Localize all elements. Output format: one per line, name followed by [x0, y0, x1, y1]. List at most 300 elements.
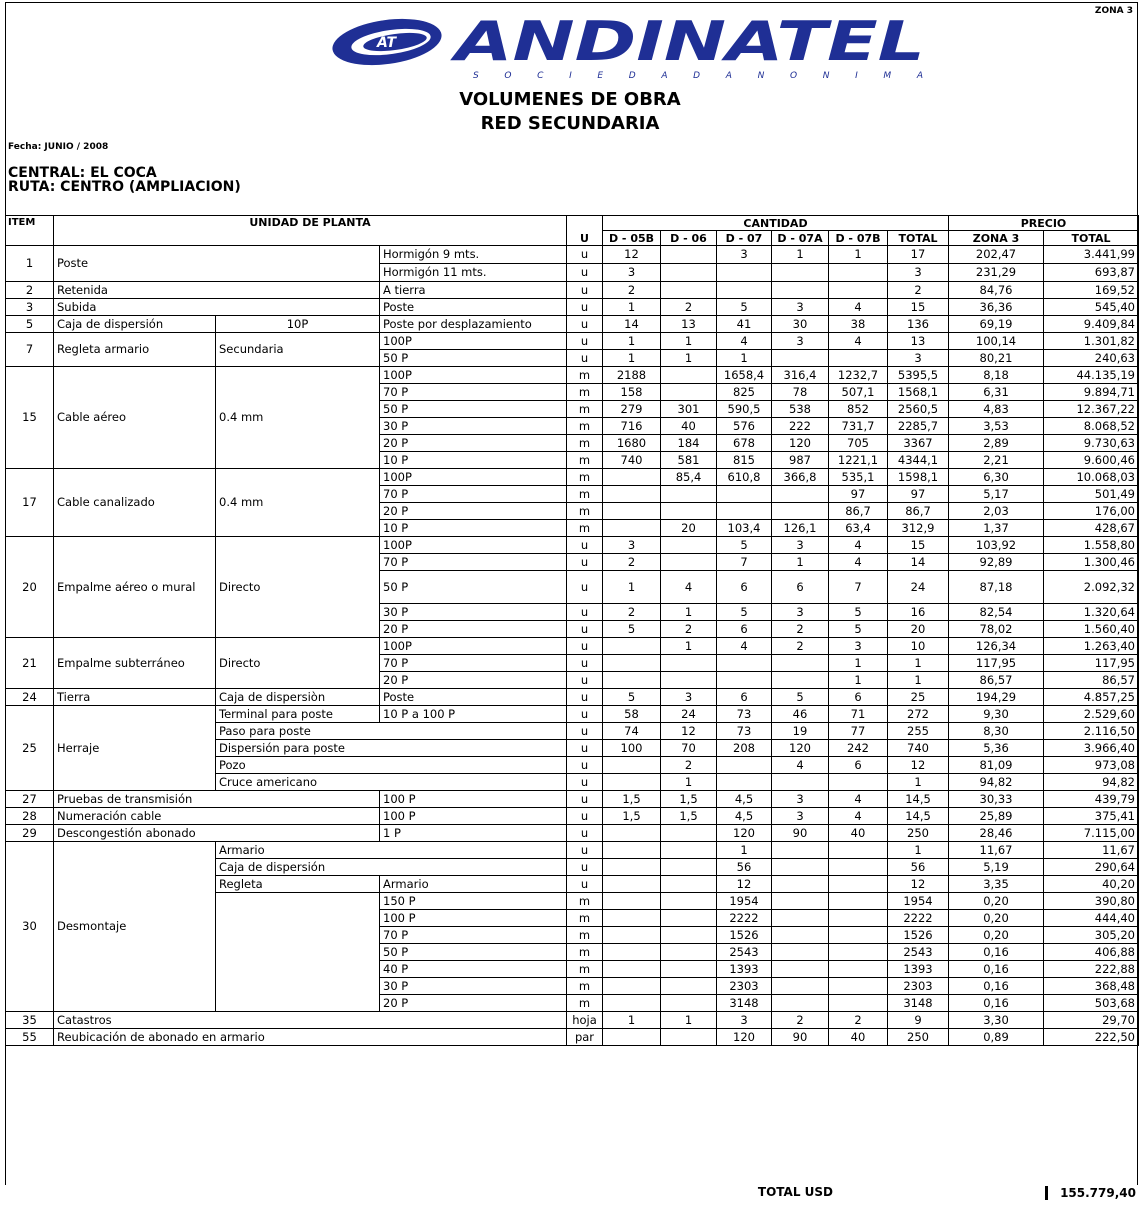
- cell-detalle: 30 P: [380, 604, 567, 621]
- cell-unit-price: 2,03: [949, 503, 1044, 520]
- cell-detalle: 50 P: [380, 944, 567, 961]
- central-info: [8, 166, 241, 194]
- cell-quantity: [829, 282, 888, 299]
- cell-quantity: [661, 282, 717, 299]
- cell-quantity: 2: [603, 554, 661, 571]
- cell-unidad: Empalme subterráneo: [54, 638, 216, 689]
- cell-total-price: 1.300,46: [1044, 554, 1139, 571]
- cell-quantity: 731,7: [829, 418, 888, 435]
- cell-unit-price: 8,18: [949, 367, 1044, 384]
- cell-quantity: 73: [717, 723, 772, 740]
- table-row: [6, 808, 1139, 825]
- cell-unit-price: 87,18: [949, 571, 1044, 604]
- cell-total-quantity: 250: [888, 825, 949, 842]
- cell-detalle: 50 P: [380, 350, 567, 367]
- cell-total-quantity: 250: [888, 1029, 949, 1046]
- cell-unit: par: [567, 1029, 603, 1046]
- cell-total-quantity: 3367: [888, 435, 949, 452]
- cell-detalle: 10 P a 100 P: [380, 706, 567, 723]
- table-row: [6, 282, 1139, 299]
- cell-quantity: 3: [603, 537, 661, 554]
- cell-unit-price: 84,76: [949, 282, 1044, 299]
- cell-quantity: 120: [717, 825, 772, 842]
- cell-total-quantity: 4344,1: [888, 452, 949, 469]
- cell-quantity: 5: [772, 689, 829, 706]
- cell-quantity: 4: [829, 808, 888, 825]
- title-line-2: RED SECUNDARIA: [480, 113, 660, 134]
- cell-quantity: [661, 655, 717, 672]
- cell-total-quantity: 2543: [888, 944, 949, 961]
- cell-quantity: 103,4: [717, 520, 772, 537]
- header-zona3-price: ZONA 3: [949, 231, 1044, 246]
- cell-unidad: Pruebas de transmisión: [54, 791, 380, 808]
- cell-detalle: 100P: [380, 333, 567, 350]
- cell-detalle: A tierra: [380, 282, 567, 299]
- cell-subtipo: Dispersión para poste: [216, 740, 567, 757]
- cell-quantity: 3: [772, 333, 829, 350]
- cell-quantity: [603, 842, 661, 859]
- cell-unit: u: [567, 554, 603, 571]
- cell-total-price: 12.367,22: [1044, 401, 1139, 418]
- cell-detalle: 30 P: [380, 418, 567, 435]
- cell-quantity: 6: [717, 689, 772, 706]
- cell-quantity: 3: [772, 299, 829, 316]
- cell-quantity: 1: [661, 774, 717, 791]
- cell-unidad: Tierra: [54, 689, 216, 706]
- cell-unit: u: [567, 604, 603, 621]
- cell-unit-price: 3,30: [949, 1012, 1044, 1029]
- cell-quantity: [772, 282, 829, 299]
- cell-subtipo: [216, 893, 380, 1012]
- cell-quantity: 6: [717, 621, 772, 638]
- header-d07a: D - 07A: [772, 231, 829, 246]
- cell-total-price: 222,50: [1044, 1029, 1139, 1046]
- cell-total-price: 10.068,03: [1044, 469, 1139, 486]
- cell-detalle: 100P: [380, 638, 567, 655]
- cell-quantity: [661, 961, 717, 978]
- cell-detalle: Poste por desplazamiento: [380, 316, 567, 333]
- cell-quantity: 78: [772, 384, 829, 401]
- cell-detalle: 20 P: [380, 995, 567, 1012]
- cell-total-price: 1.263,40: [1044, 638, 1139, 655]
- cell-quantity: [661, 1029, 717, 1046]
- cell-unidad: Empalme aéreo o mural: [54, 537, 216, 638]
- cell-quantity: [772, 655, 829, 672]
- cell-quantity: 120: [772, 740, 829, 757]
- cell-quantity: [717, 503, 772, 520]
- cell-quantity: 2222: [717, 910, 772, 927]
- cell-quantity: 58: [603, 706, 661, 723]
- cell-total-price: 3.966,40: [1044, 740, 1139, 757]
- cell-unit-price: 0,16: [949, 944, 1044, 961]
- cell-unit-price: 80,21: [949, 350, 1044, 367]
- cell-quantity: [603, 876, 661, 893]
- cell-quantity: 120: [772, 435, 829, 452]
- cell-quantity: 852: [829, 401, 888, 418]
- cell-quantity: 2543: [717, 944, 772, 961]
- cell-quantity: 13: [661, 316, 717, 333]
- cell-quantity: 2: [772, 621, 829, 638]
- cell-quantity: [717, 264, 772, 282]
- cell-quantity: 3: [829, 638, 888, 655]
- cell-subtipo: Pozo: [216, 757, 567, 774]
- cell-subtipo: Caja de dispersión: [216, 859, 567, 876]
- cell-unit: m: [567, 401, 603, 418]
- cell-quantity: 3: [772, 808, 829, 825]
- cell-quantity: [772, 672, 829, 689]
- cell-unit-price: 6,30: [949, 469, 1044, 486]
- cell-quantity: 5: [717, 299, 772, 316]
- cell-quantity: 1: [661, 350, 717, 367]
- table-row: [6, 791, 1139, 808]
- cell-total-quantity: 3: [888, 264, 949, 282]
- cell-quantity: 1,5: [661, 791, 717, 808]
- table-row: [6, 825, 1139, 842]
- cell-quantity: 1: [603, 350, 661, 367]
- cell-unit-price: 4,83: [949, 401, 1044, 418]
- cell-unidad: Descongestión abonado: [54, 825, 380, 842]
- cell-quantity: [829, 876, 888, 893]
- cell-quantity: 41: [717, 316, 772, 333]
- cell-unit-price: 81,09: [949, 757, 1044, 774]
- cell-unit: u: [567, 808, 603, 825]
- cell-quantity: 1: [717, 350, 772, 367]
- cell-detalle: 1 P: [380, 825, 567, 842]
- cell-unit-price: 0,16: [949, 961, 1044, 978]
- cell-quantity: 1526: [717, 927, 772, 944]
- table-row: [6, 1029, 1139, 1046]
- cell-unit: u: [567, 672, 603, 689]
- cell-quantity: [661, 995, 717, 1012]
- cell-unit: m: [567, 995, 603, 1012]
- cell-detalle: 100 P: [380, 910, 567, 927]
- logo-brand-text: ANDINATEL: [449, 12, 925, 73]
- cell-total-price: 290,64: [1044, 859, 1139, 876]
- cell-quantity: 7: [717, 554, 772, 571]
- cell-total-price: 503,68: [1044, 995, 1139, 1012]
- cell-detalle: 10 P: [380, 452, 567, 469]
- cell-quantity: 20: [661, 520, 717, 537]
- cell-quantity: [603, 672, 661, 689]
- cell-unit: m: [567, 452, 603, 469]
- header-d07: D - 07: [717, 231, 772, 246]
- cell-total-price: 973,08: [1044, 757, 1139, 774]
- table-row: [6, 537, 1139, 554]
- cell-quantity: 56: [717, 859, 772, 876]
- cell-quantity: 3: [772, 537, 829, 554]
- cell-quantity: 4: [829, 299, 888, 316]
- cell-unit-price: 100,14: [949, 333, 1044, 350]
- cell-subtipo: Directo: [216, 638, 380, 689]
- cell-total-quantity: 1393: [888, 961, 949, 978]
- cell-detalle: Armario: [380, 876, 567, 893]
- cell-total-price: 29,70: [1044, 1012, 1139, 1029]
- header-total-quantity: TOTAL: [888, 231, 949, 246]
- cell-detalle: Hormigón 11 mts.: [380, 264, 567, 282]
- cell-unit: u: [567, 774, 603, 791]
- cell-item: 20: [6, 537, 54, 638]
- cell-quantity: [717, 486, 772, 503]
- cell-unit: m: [567, 384, 603, 401]
- cell-quantity: 825: [717, 384, 772, 401]
- cell-unit: hoja: [567, 1012, 603, 1029]
- cell-quantity: [717, 655, 772, 672]
- cell-total-quantity: 13: [888, 333, 949, 350]
- cell-total-quantity: 12: [888, 876, 949, 893]
- cell-unit: u: [567, 638, 603, 655]
- cell-quantity: [717, 672, 772, 689]
- table-row: [6, 842, 1139, 859]
- cell-total-price: 428,67: [1044, 520, 1139, 537]
- cell-quantity: 279: [603, 401, 661, 418]
- cell-unit: m: [567, 486, 603, 503]
- cell-detalle: 20 P: [380, 503, 567, 520]
- cell-unit-price: 117,95: [949, 655, 1044, 672]
- cell-unit: m: [567, 961, 603, 978]
- cell-quantity: 4,5: [717, 808, 772, 825]
- cell-detalle: Poste: [380, 689, 567, 706]
- header-d07b: D - 07B: [829, 231, 888, 246]
- cell-quantity: 242: [829, 740, 888, 757]
- cell-quantity: [661, 927, 717, 944]
- cell-quantity: 1: [661, 333, 717, 350]
- cell-quantity: [772, 893, 829, 910]
- cell-detalle: 20 P: [380, 672, 567, 689]
- table-row: [6, 469, 1139, 486]
- cell-quantity: [603, 1029, 661, 1046]
- cell-quantity: 1: [603, 571, 661, 604]
- cell-unidad: Herraje: [54, 706, 216, 791]
- cell-quantity: 38: [829, 316, 888, 333]
- cell-quantity: [829, 995, 888, 1012]
- cell-detalle: 10 P: [380, 520, 567, 537]
- cell-quantity: [772, 350, 829, 367]
- cell-unit: m: [567, 893, 603, 910]
- header-d05b: D - 05B: [603, 231, 661, 246]
- cell-quantity: 120: [717, 1029, 772, 1046]
- cell-quantity: [772, 264, 829, 282]
- cell-detalle: 100P: [380, 367, 567, 384]
- cell-quantity: [717, 282, 772, 299]
- cell-quantity: 2: [772, 638, 829, 655]
- grand-total-value: 155.779,40: [1045, 1186, 1138, 1200]
- cell-quantity: 507,1: [829, 384, 888, 401]
- cell-total-quantity: 1: [888, 774, 949, 791]
- cell-detalle: 150 P: [380, 893, 567, 910]
- cell-unit: u: [567, 655, 603, 672]
- cell-total-quantity: 56: [888, 859, 949, 876]
- cell-quantity: 1: [603, 299, 661, 316]
- header-unidad-planta: UNIDAD DE PLANTA: [54, 216, 567, 246]
- cell-quantity: 2188: [603, 367, 661, 384]
- cell-unit-price: 5,36: [949, 740, 1044, 757]
- cell-item: 25: [6, 706, 54, 791]
- cell-unit: m: [567, 520, 603, 537]
- cell-unit-price: 28,46: [949, 825, 1044, 842]
- cell-quantity: 2: [772, 1012, 829, 1029]
- cell-subtipo: Caja de dispersiòn: [216, 689, 380, 706]
- cell-quantity: 63,4: [829, 520, 888, 537]
- cell-unit-price: 30,33: [949, 791, 1044, 808]
- cell-unit-price: 94,82: [949, 774, 1044, 791]
- cell-total-quantity: 17: [888, 246, 949, 264]
- cell-subtipo: 0.4 mm: [216, 367, 380, 469]
- cell-quantity: 3148: [717, 995, 772, 1012]
- cell-total-quantity: 312,9: [888, 520, 949, 537]
- cell-detalle: 100P: [380, 469, 567, 486]
- cell-unidad: Cable aéreo: [54, 367, 216, 469]
- cell-quantity: 30: [772, 316, 829, 333]
- cell-quantity: [829, 893, 888, 910]
- cell-unidad: Caja de dispersión: [54, 316, 216, 333]
- cell-quantity: 7: [829, 571, 888, 604]
- cell-total-price: 4.857,25: [1044, 689, 1139, 706]
- cell-total-price: 9.409,84: [1044, 316, 1139, 333]
- cell-quantity: 4: [829, 791, 888, 808]
- header-item: ITEM: [6, 216, 54, 246]
- cell-quantity: 4: [661, 571, 717, 604]
- cell-subtipo: 0.4 mm: [216, 469, 380, 537]
- cell-quantity: 2: [829, 1012, 888, 1029]
- cell-item: 1: [6, 246, 54, 282]
- cell-total-quantity: 255: [888, 723, 949, 740]
- cell-item: 2: [6, 282, 54, 299]
- table-row: [6, 299, 1139, 316]
- cell-total-price: 40,20: [1044, 876, 1139, 893]
- cell-quantity: [829, 774, 888, 791]
- cell-total-quantity: 1: [888, 672, 949, 689]
- cell-detalle: 50 P: [380, 571, 567, 604]
- cell-detalle: 100 P: [380, 808, 567, 825]
- cell-total-quantity: 86,7: [888, 503, 949, 520]
- cell-quantity: 1,5: [603, 791, 661, 808]
- cell-total-quantity: 14,5: [888, 791, 949, 808]
- cell-unit-price: 3,35: [949, 876, 1044, 893]
- cell-item: 28: [6, 808, 54, 825]
- cell-quantity: [661, 486, 717, 503]
- cell-quantity: [717, 774, 772, 791]
- document-title: [300, 88, 840, 136]
- cell-unit: m: [567, 910, 603, 927]
- cell-quantity: 40: [661, 418, 717, 435]
- cell-quantity: 705: [829, 435, 888, 452]
- cell-quantity: [603, 859, 661, 876]
- logo-emblem-text: AT: [377, 35, 397, 51]
- cell-quantity: [772, 876, 829, 893]
- cell-quantity: [661, 554, 717, 571]
- cell-quantity: [603, 927, 661, 944]
- cell-quantity: 2: [661, 757, 717, 774]
- cell-unit: u: [567, 757, 603, 774]
- cell-quantity: 71: [829, 706, 888, 723]
- cell-unit: u: [567, 333, 603, 350]
- cell-quantity: [661, 859, 717, 876]
- cell-quantity: 3: [772, 604, 829, 621]
- cell-quantity: 4: [717, 333, 772, 350]
- cell-quantity: [603, 893, 661, 910]
- cell-unidad: Poste: [54, 246, 380, 282]
- cell-detalle: 70 P: [380, 655, 567, 672]
- cell-item: 3: [6, 299, 54, 316]
- cell-quantity: 1954: [717, 893, 772, 910]
- cell-unit: u: [567, 350, 603, 367]
- cell-quantity: 1: [829, 655, 888, 672]
- cell-total-price: 444,40: [1044, 910, 1139, 927]
- cell-unit: u: [567, 706, 603, 723]
- cell-unit: u: [567, 282, 603, 299]
- cell-item: 27: [6, 791, 54, 808]
- cell-subtipo: 10P: [216, 316, 380, 333]
- table-row: [6, 333, 1139, 350]
- cell-total-quantity: 740: [888, 740, 949, 757]
- cell-detalle: 70 P: [380, 927, 567, 944]
- zone-label: ZONA 3: [1094, 6, 1133, 16]
- logo-tagline-text: S O C I E D A D A N O N I M A: [473, 71, 923, 81]
- cell-detalle: 70 P: [380, 384, 567, 401]
- cell-item: 24: [6, 689, 54, 706]
- cell-total-quantity: 2222: [888, 910, 949, 927]
- cell-total-quantity: 1526: [888, 927, 949, 944]
- cell-item: 15: [6, 367, 54, 469]
- cell-quantity: 610,8: [717, 469, 772, 486]
- cell-quantity: 590,5: [717, 401, 772, 418]
- cell-unit-price: 126,34: [949, 638, 1044, 655]
- cell-total-quantity: 2303: [888, 978, 949, 995]
- cell-subtipo: Armario: [216, 842, 567, 859]
- cell-quantity: [772, 944, 829, 961]
- cell-unit: u: [567, 791, 603, 808]
- cell-quantity: 222: [772, 418, 829, 435]
- cell-unidad: Reubicación de abonado en armario: [54, 1029, 567, 1046]
- cell-quantity: [603, 520, 661, 537]
- cell-quantity: [661, 876, 717, 893]
- cell-quantity: [661, 264, 717, 282]
- cell-total-quantity: 2: [888, 282, 949, 299]
- cell-total-quantity: 1954: [888, 893, 949, 910]
- cell-quantity: 3: [717, 246, 772, 264]
- cell-total-price: 1.558,80: [1044, 537, 1139, 554]
- cell-unidad: Numeración cable: [54, 808, 380, 825]
- cell-quantity: 126,1: [772, 520, 829, 537]
- andinatel-logo: [325, 12, 935, 82]
- cell-detalle: 20 P: [380, 621, 567, 638]
- cell-total-quantity: 2285,7: [888, 418, 949, 435]
- cell-unit: u: [567, 859, 603, 876]
- cell-detalle: 100P: [380, 537, 567, 554]
- header-precio: PRECIO: [949, 216, 1139, 231]
- cell-detalle: 100 P: [380, 791, 567, 808]
- cell-quantity: [661, 842, 717, 859]
- cell-unit: u: [567, 264, 603, 282]
- cell-unit-price: 231,29: [949, 264, 1044, 282]
- cell-unit-price: 0,20: [949, 927, 1044, 944]
- cell-total-quantity: 2560,5: [888, 401, 949, 418]
- cell-detalle: 30 P: [380, 978, 567, 995]
- cell-unit: m: [567, 435, 603, 452]
- cell-quantity: 1: [661, 1012, 717, 1029]
- cell-detalle: Hormigón 9 mts.: [380, 246, 567, 264]
- cell-unit-price: 5,19: [949, 859, 1044, 876]
- cell-total-quantity: 14: [888, 554, 949, 571]
- cell-quantity: [772, 978, 829, 995]
- cell-quantity: 73: [717, 706, 772, 723]
- cell-quantity: 5: [829, 604, 888, 621]
- cell-quantity: 716: [603, 418, 661, 435]
- cell-quantity: 3: [772, 791, 829, 808]
- cell-quantity: [772, 774, 829, 791]
- cell-quantity: [829, 350, 888, 367]
- cell-quantity: 2303: [717, 978, 772, 995]
